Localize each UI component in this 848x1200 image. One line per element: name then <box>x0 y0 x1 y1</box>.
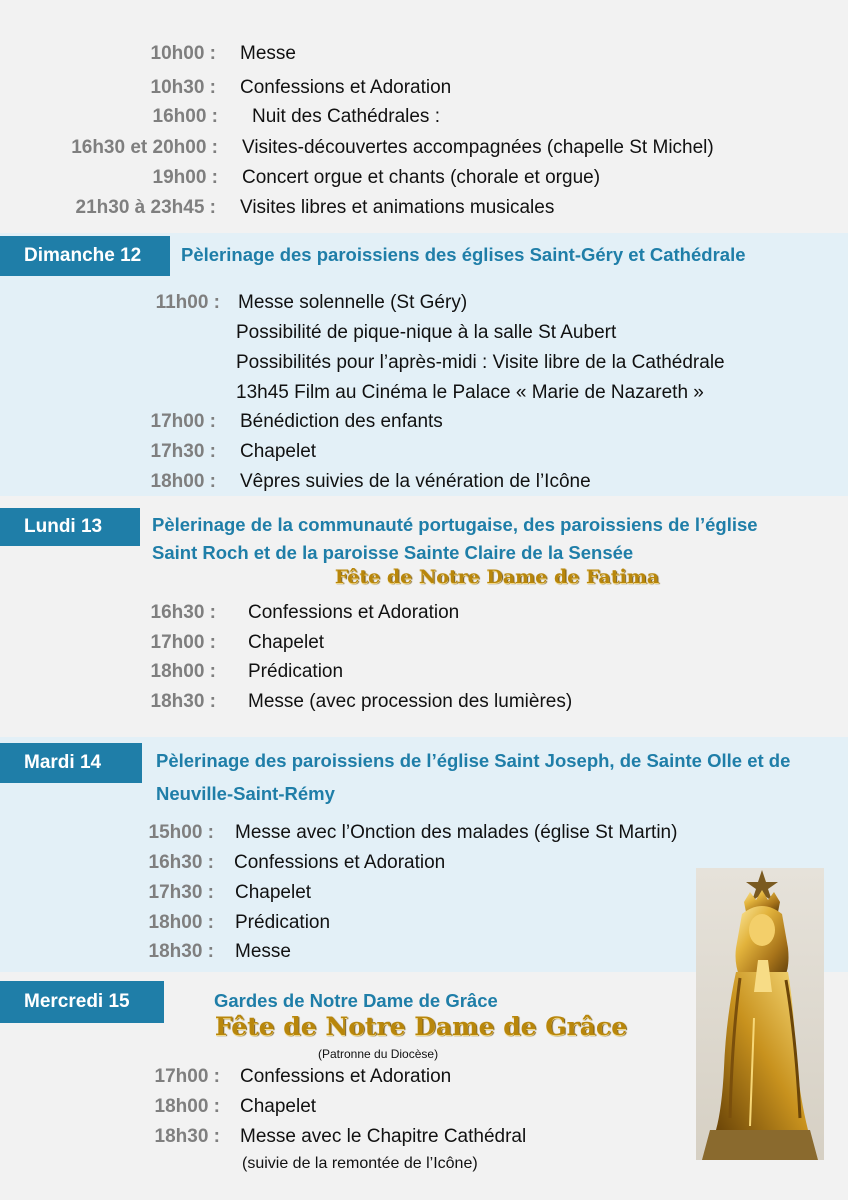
event-label: Messe avec le Chapitre Cathédral <box>240 1126 527 1147</box>
event-label: Concert orgue et chants (chorale et orgue) <box>242 167 601 188</box>
time-label: 17h00 : <box>150 411 216 432</box>
lundi-feast-title: Fête de Notre Dame de Fatima <box>334 566 660 588</box>
event-label: Visites-découvertes accompagnées (chapelle St Michel) <box>242 137 714 158</box>
mercredi-feast-title: Fête de Notre Dame de Grâce <box>214 1012 628 1041</box>
event-label: Confessions et Adoration <box>240 77 452 98</box>
time-label: 11h00 : <box>155 292 220 313</box>
event-label: Possibilités pour l’après-midi : Visite libre de la Cathédrale <box>236 352 725 373</box>
mardi-heading-line2: Neuville-Saint-Rémy <box>156 783 335 804</box>
time-label: 19h00 : <box>152 167 218 188</box>
time-label: 17h30 : <box>150 441 216 462</box>
event-label: Prédication <box>248 661 344 682</box>
day-tab-mardi: Mardi 14 <box>0 743 142 783</box>
golden-virgin-statue-icon <box>696 868 824 1160</box>
mercredi-note: (suivie de la remontée de l’Icône) <box>242 1155 478 1172</box>
event-label: Chapelet <box>248 632 325 653</box>
day-tab-lundi: Lundi 13 <box>0 508 140 546</box>
lundi-heading-line1: Pèlerinage de la communauté portugaise, des paroissiens de l’église <box>152 514 758 535</box>
event-label: Chapelet <box>240 1096 317 1117</box>
event-label: Confessions et Adoration <box>240 1066 452 1087</box>
time-label: 18h00 : <box>148 912 214 933</box>
event-label: Messe <box>235 941 291 962</box>
time-label: 18h00 : <box>150 661 216 682</box>
mercredi-heading: Gardes de Notre Dame de Grâce <box>214 990 498 1011</box>
event-label: 13h45 Film au Cinéma le Palace « Marie de Nazareth » <box>236 382 704 403</box>
event-label: Prédication <box>235 912 331 933</box>
time-label: 10h00 : <box>150 43 216 64</box>
time-label: 16h00 : <box>152 106 218 127</box>
time-label: 17h30 : <box>148 882 214 903</box>
event-label: Confessions et Adoration <box>234 852 446 873</box>
event-label: Possibilité de pique-nique à la salle St Aubert <box>236 322 617 343</box>
dimanche-heading: Pèlerinage des paroissiens des églises Saint-Géry et Cathédrale <box>181 244 746 265</box>
event-label: Chapelet <box>240 441 317 462</box>
event-label: Messe <box>240 43 296 64</box>
day-tab-mercredi: Mercredi 15 <box>0 981 164 1023</box>
time-label: 18h30 : <box>148 941 214 962</box>
time-label: 16h30 et 20h00 : <box>71 137 218 158</box>
time-label: 18h30 : <box>154 1126 220 1147</box>
mercredi-subtitle: (Patronne du Diocèse) <box>318 1047 439 1061</box>
event-label: Nuit des Cathédrales : <box>252 106 440 127</box>
time-label: 17h00 : <box>154 1066 220 1087</box>
time-label: 18h00 : <box>154 1096 220 1117</box>
event-label: Confessions et Adoration <box>248 602 460 623</box>
day-tab-dimanche: Dimanche 12 <box>0 236 170 276</box>
event-label: Chapelet <box>235 882 312 903</box>
time-label: 18h00 : <box>150 471 216 492</box>
time-label: 10h30 : <box>150 77 216 98</box>
time-label: 21h30 à 23h45 : <box>75 197 216 218</box>
time-label: 17h00 : <box>150 632 216 653</box>
time-label: 18h30 : <box>150 691 216 712</box>
mardi-heading-line1: Pèlerinage des paroissiens de l’église Saint Joseph, de Sainte Olle et de <box>156 750 791 771</box>
event-label: Messe avec l’Onction des malades (église St Martin) <box>235 822 678 843</box>
lundi-heading-line2: Saint Roch et de la paroisse Sainte Claire de la Sensée <box>152 542 634 563</box>
time-label: 16h30 : <box>150 602 216 623</box>
event-label: Visites libres et animations musicales <box>240 197 555 218</box>
event-label: Messe solennelle (St Géry) <box>238 292 468 313</box>
event-label: Messe (avec procession des lumières) <box>248 691 573 712</box>
event-label: Vêpres suivies de la vénération de l’Icône <box>240 471 591 492</box>
time-label: 15h00 : <box>148 822 214 843</box>
event-label: Bénédiction des enfants <box>240 411 443 432</box>
time-label: 16h30 : <box>148 852 214 873</box>
